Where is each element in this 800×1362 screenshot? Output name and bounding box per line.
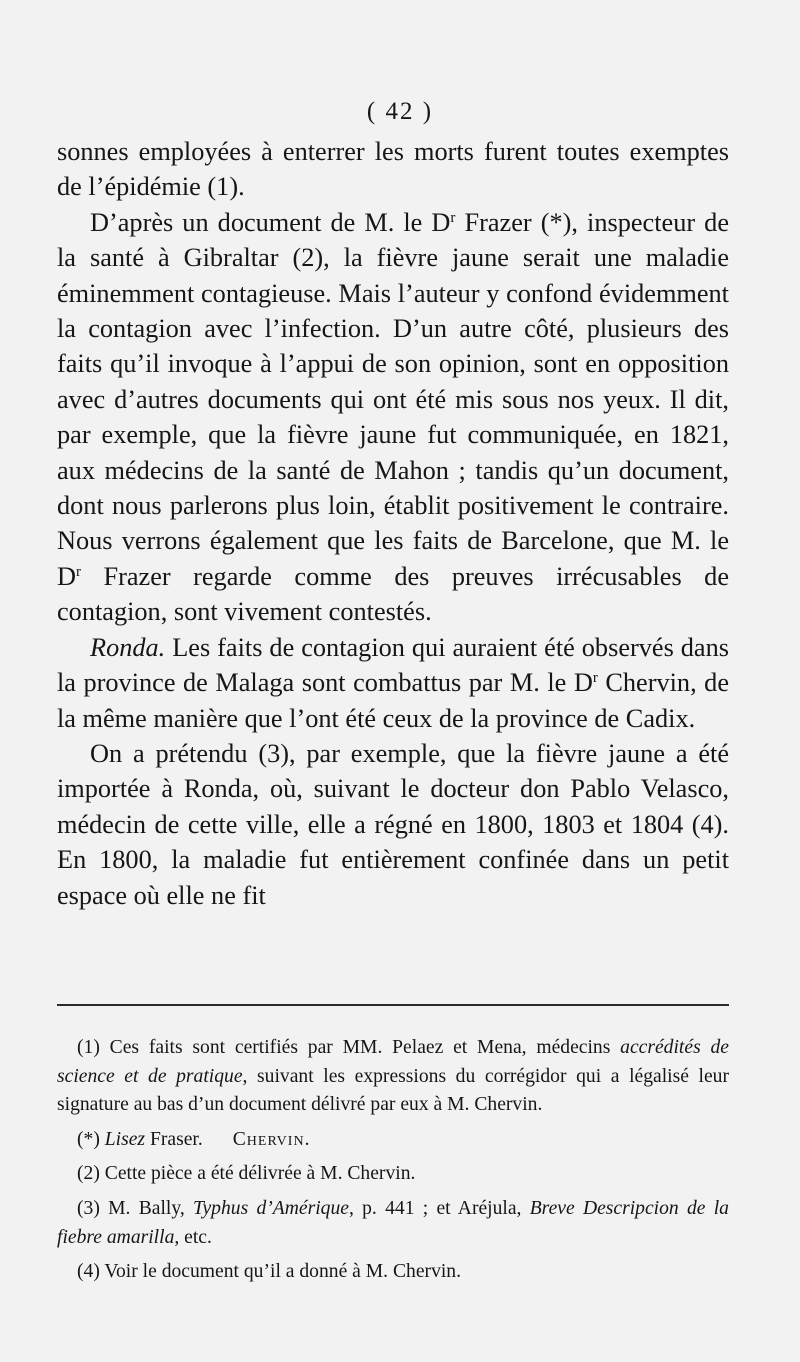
footnotes <box>57 1034 729 1293</box>
footnote-4: (4) Voir le document qu’il a donné à M. Chervin. <box>77 1261 462 1283</box>
footnote-3-part-c: , etc. <box>174 1226 212 1248</box>
superscript: r <box>592 670 598 687</box>
paragraph-2-part-a: D’après un document de M. le D <box>90 207 451 237</box>
footnote-star-text: Fraser. <box>145 1128 203 1150</box>
paragraph-3-part-b: Chervin, de la même manière que l’ont été ceux de la province de Cadix. <box>57 668 729 733</box>
footnote-3-part-b: , p. 441 ; et Aréjula, <box>348 1197 530 1219</box>
footnote-3 <box>57 1195 729 1252</box>
section-heading-ronda: Ronda. <box>90 632 166 662</box>
paragraph-2-part-b: Frazer (*), inspecteur de la santé à Gibraltar (2), la fièvre jaune serait une maladie éminemment contagieuse. Mais l’auteur y confond évidemment la contagion avec l’infection. D’un autre côté, plusieurs des faits qu’il invoque à l’appui de son opinion, sont en opposition avec d’autres documents qui ont été mis sous nos yeux. Il dit, par exemple, que la fièvre jaune fut communiquée, en 1821, aux médecins de la santé de Mahon ; tandis qu’un document, dont nous parlerons plus loin, établit positivement le contraire. Nous verrons également que les faits de Barcelone, que M. le D <box>57 207 729 591</box>
footnote-3-part-a: (3) M. Bally, <box>77 1197 194 1219</box>
superscript: r <box>76 563 81 580</box>
footnote-1-part-b: , suivant les expressions du corrégidor qui a légalisé leur signature au bas d’un document délivré par eux à M. Chervin. <box>57 1065 729 1116</box>
footnote-star <box>57 1126 729 1155</box>
main-text <box>57 134 729 913</box>
footnote-1-part-a: (1) Ces faits sont certifiés par MM. Pelaez et Mena, médecins <box>77 1037 621 1058</box>
footnote-star-italic: Lisez <box>104 1128 146 1150</box>
paragraph-3 <box>57 630 729 736</box>
page-number: ( 42 ) <box>366 98 434 125</box>
paragraph-2 <box>57 205 729 630</box>
paragraph-1: sonnes employées à enterrer les morts furent toutes exemptes de l’épidémie (1). <box>57 137 729 202</box>
footnote-3-italic-2: Breve Descripcion de la fiebre amarilla <box>57 1197 729 1248</box>
paragraph-4: On a prétendu (3), par exemple, que la fièvre jaune a été importée à Ronda, où, suivant le docteur don Pablo Velasco, médecin de cette ville, elle a régné en 1800, 1803 et 1804 (4). En 1800, la maladie fut entièrement confinée dans un petit espace où elle ne fit <box>57 738 729 910</box>
footnote-divider <box>57 1004 729 1006</box>
footnote-1-italic: accrédités de science et de pratique <box>57 1037 729 1087</box>
footnote-3-italic-1: Typhus d’Amérique <box>193 1197 349 1219</box>
footnote-2: (2) Cette pièce a été délivrée à M. Chervin. <box>77 1163 416 1185</box>
paragraph-2-part-c: Frazer regarde comme des preuves irrécusables de contagion, sont vivement contestés. <box>57 561 729 627</box>
footnote-star-marker: (*) <box>77 1128 105 1150</box>
footnote-star-signature: Chervin. <box>232 1128 311 1150</box>
superscript: r <box>450 209 456 226</box>
footnote-1 <box>57 1034 729 1120</box>
paragraph-3-part-a: Les faits de contagion qui auraient été observés dans la province de Malaga sont combattus par M. le D <box>57 632 729 698</box>
